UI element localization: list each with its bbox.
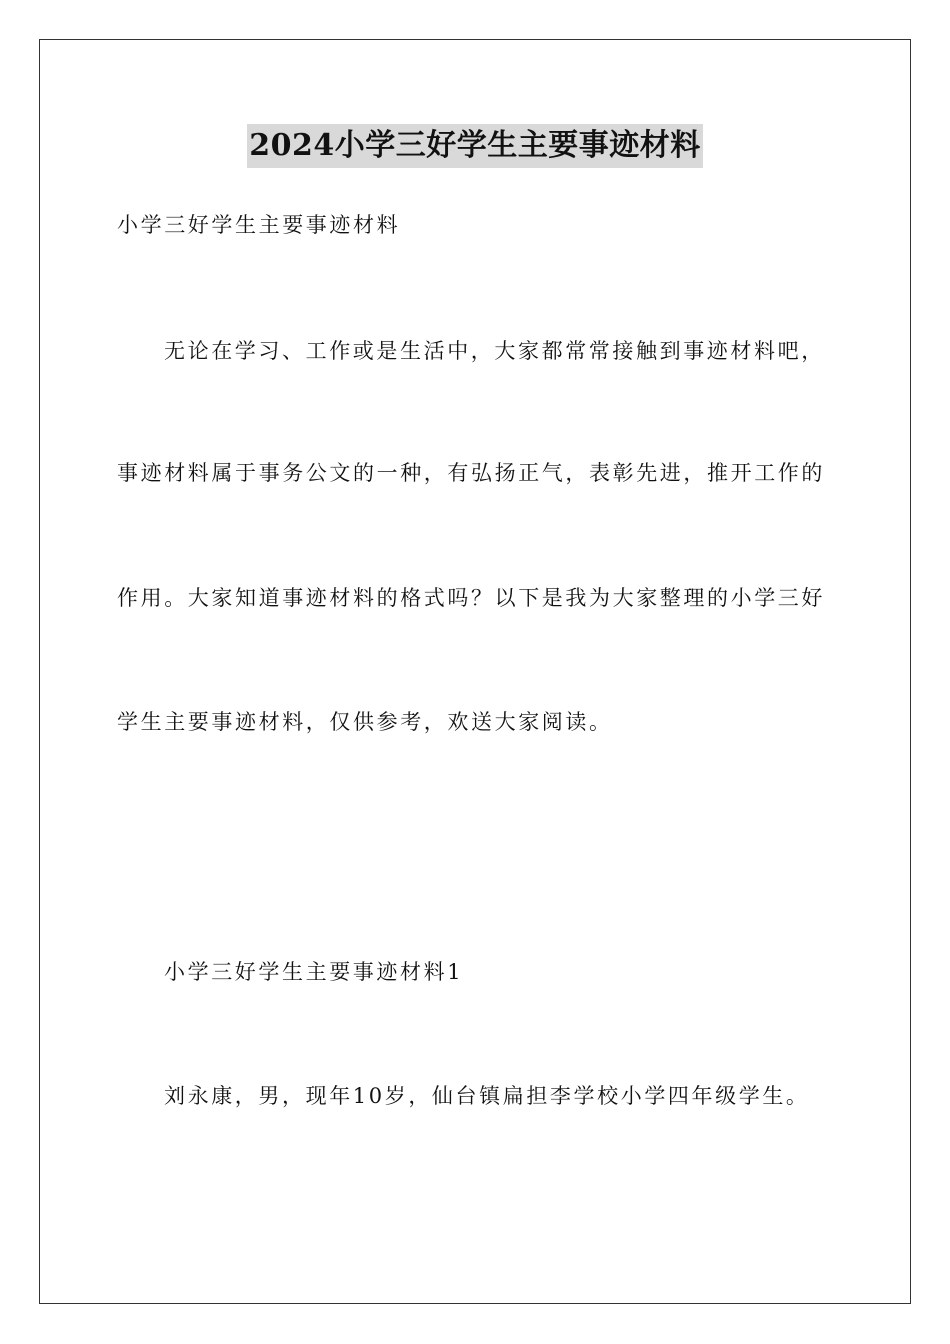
intro-line-2: 事迹材料属于事务公文的一种，有弘扬正气，表彰先进，推开工作的 [117, 461, 825, 485]
document-title: 2024小学三好学生主要事迹材料 [247, 124, 703, 168]
body-line-1: 刘永康，男，现年10岁，仙台镇扁担李学校小学四年级学生。 [164, 1084, 810, 1108]
intro-line-3: 作用。大家知道事迹材料的格式吗？以下是我为大家整理的小学三好 [117, 586, 825, 610]
document-subtitle: 小学三好学生主要事迹材料 [117, 213, 401, 237]
intro-line-1: 无论在学习、工作或是生活中，大家都常常接触到事迹材料吧， [164, 339, 825, 363]
section-heading: 小学三好学生主要事迹材料1 [164, 960, 464, 984]
title-container [0, 124, 950, 168]
intro-line-4: 学生主要事迹材料，仅供参考，欢送大家阅读。 [117, 710, 613, 734]
